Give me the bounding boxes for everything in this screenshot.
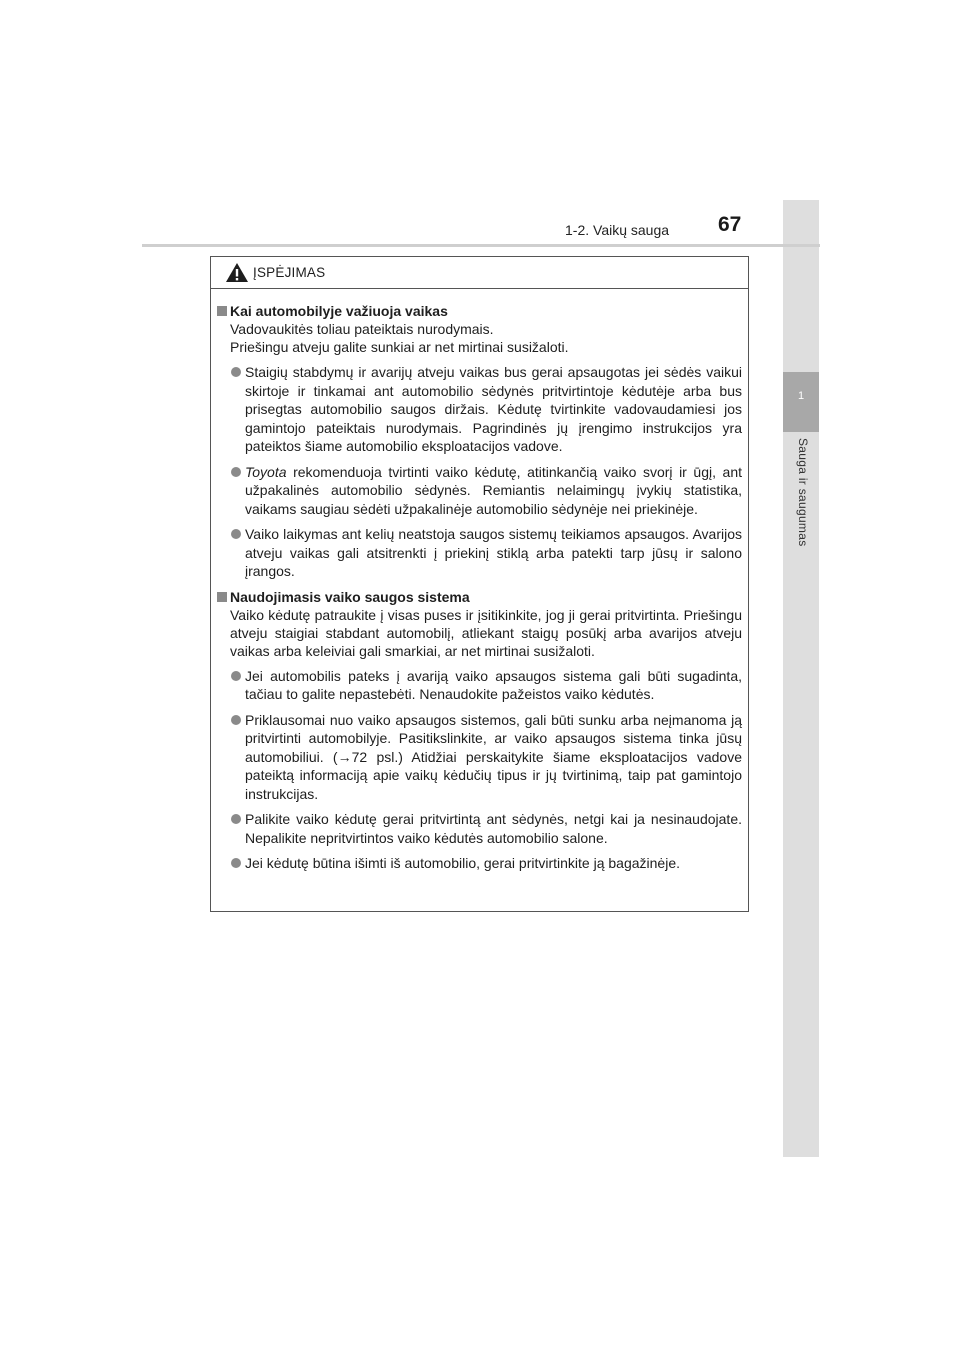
bullet-item bbox=[216, 711, 742, 804]
bullet-item bbox=[216, 525, 742, 581]
brand-name: Toyota bbox=[245, 463, 287, 480]
square-bullet-icon bbox=[217, 592, 227, 602]
warning-triangle-icon bbox=[225, 262, 249, 283]
square-bullet-icon bbox=[217, 306, 227, 316]
bullet-item bbox=[216, 810, 742, 847]
section1-intro1: Vadovaukitės toliau pateiktais nurodymais. bbox=[230, 321, 494, 337]
warning-box bbox=[210, 256, 749, 912]
bullet-text: Priklausomai nuo vaiko apsaugos sistemos, gali būti sunku arba neįmanoma ją pritvirtinti automobilyje. Pasitikslinkite, ar vaiko apsaugos sistema tinka jūsų automobiliui. (→72 psl.) Atidžiai perskaitykite šiame eksploatacijos vadove pateiktą informaciją apie vaikų kėdučių tipus ir jų tvirtinimą, taip pat gamintojo instrukcijas. bbox=[245, 711, 742, 802]
chapter-tab bbox=[783, 372, 819, 432]
bullet-item bbox=[216, 363, 742, 456]
round-bullet-icon bbox=[231, 858, 241, 868]
section-heading bbox=[216, 588, 742, 606]
warning-title: ĮSPĖJIMAS bbox=[253, 265, 326, 280]
bullet-item bbox=[216, 463, 742, 519]
chapter-number: 1 bbox=[797, 390, 805, 402]
bullet-text: Jei kėdutę būtina išimti iš automobilio, gerai pritvirtinkite ją bagažinėje. bbox=[245, 855, 680, 871]
round-bullet-icon bbox=[231, 529, 241, 539]
round-bullet-icon bbox=[231, 814, 241, 824]
section1-heading: Kai automobilyje važiuoja vaikas bbox=[230, 303, 448, 319]
chapter-sidebar bbox=[783, 200, 819, 1157]
warning-body bbox=[211, 289, 748, 873]
bullet-text: Palikite vaiko kėdutę gerai pritvirtintą ant sėdynės, netgi kai ja nesinaudojate. Nepalikite nepritvirtintos vaiko kėdutės automobilio salone. bbox=[245, 811, 742, 846]
section2-intro: Vaiko kėdutę patraukite į visas puses ir įsitikinkite, jog ji gerai pritvirtinta. Priešingu atveju staigiai stabdant automobilį, atliekant staigų posūkį arba avarijos atveju vaikas arba keleiviai gali smarkiai, ar net mirtinai susižaloti. bbox=[230, 606, 742, 659]
chapter-label: Sauga ir saugumas bbox=[796, 438, 810, 547]
bullet-text: Vaiko laikymas ant kelių neatstoja saugos sistemų teikiamos apsaugos. Avarijos atveju vaikas gali atsitrenkti į priekinį stiklą arba patekti tarp jūsų ir salono įrangos. bbox=[245, 526, 742, 579]
page-number: 67 bbox=[718, 213, 742, 236]
round-bullet-icon bbox=[231, 367, 241, 377]
section2-heading: Naudojimasis vaiko saugos sistema bbox=[230, 588, 470, 605]
section1-intro2: Priešingu atveju galite sunkiai ar net mirtinai susižaloti. bbox=[230, 339, 569, 355]
bullet-item bbox=[216, 854, 742, 873]
round-bullet-icon bbox=[231, 671, 241, 681]
bullet-text: Jei automobilis pateks į avariją vaiko apsaugos sistema gali būti sugadinta, tačiau to galite nepastebėti. Nenaudokite pažeistos vaiko kėdutės. bbox=[245, 667, 742, 702]
section-heading bbox=[216, 302, 742, 320]
section-title: 1-2. Vaikų sauga bbox=[565, 222, 670, 238]
bullet-text: rekomenduoja tvirtinti vaiko kėdutę, atitinkančią vaiko svorį ir ūgį, ant užpakalinės automobilio sėdynės. Remiantis nelaimingų įvykių statistika, vaikams saugiau sėdėti užpakalinėje automobilio sėdynėje nei priekinėje. bbox=[245, 463, 742, 517]
bullet-item bbox=[216, 667, 742, 704]
bullet-text: Staigių stabdymų ir avarijų atveju vaikas bus gerai apsaugotas jei sėdės vaikui skirtoje ir tinkamai ant automobilio sėdynės pritvirtintoje kėdutėje arba bus prisegtas automobilio saugos diržais. Kėdutę tvirtinkite vadovaudamiesi jos gamintojo pateiktais nurodymais. Pagrindinės jų įrengimo instrukcijos yra pateiktos šiame automobilio eksploatacijos vadove. bbox=[245, 364, 742, 454]
warning-header bbox=[211, 257, 748, 289]
round-bullet-icon bbox=[231, 715, 241, 725]
header-rule bbox=[142, 244, 820, 247]
round-bullet-icon bbox=[231, 467, 241, 477]
